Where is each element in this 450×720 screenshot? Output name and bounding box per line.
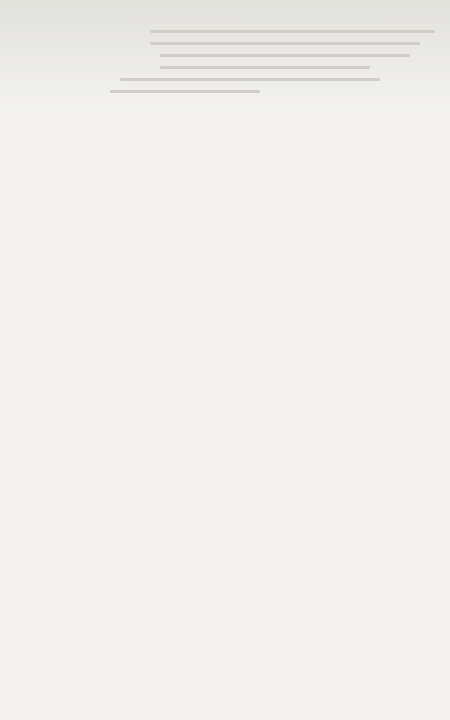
show-through-from-previous-page (0, 0, 450, 118)
